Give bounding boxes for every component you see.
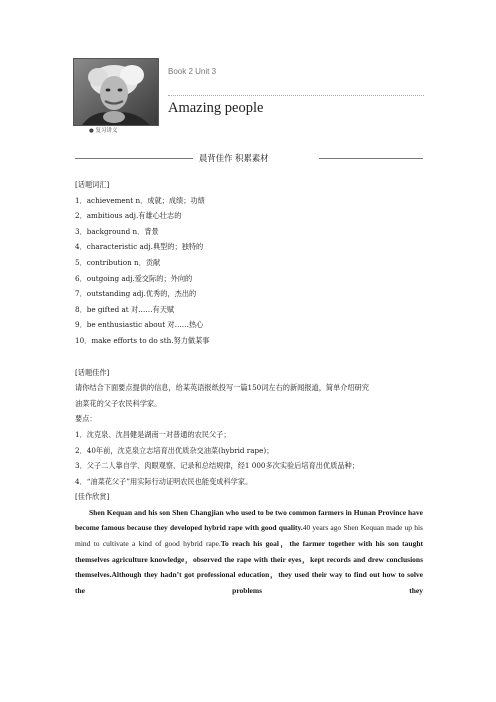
vocab-item: 2．ambitious adj.有雄心壮志的 [75, 211, 182, 221]
writing-point: 4．“油菜花父子”用实际行动证明农民也能变成科学家。 [75, 476, 253, 486]
vocab-item: 4．characteristic adj.典型的；独特的 [75, 242, 204, 252]
writing-point: 2．40年前，沈克泉立志培育出优质杂交油菜(hybrid rape)； [75, 445, 274, 455]
writing-prompt-line: 请你结合下面要点提供的信息，给某英语报纸投写一篇150词左右的新闻报道，简单介绍研究 [75, 383, 370, 393]
writing-point: 3．父子二人靠自学、肉眼观察、记录和总结规律，经1 000多次实验后培育出优质品种； [75, 461, 359, 471]
page-title: Amazing people [168, 100, 264, 116]
essay-sentence: Shen Kequan and his son Shen Changjian who used to be two common farmers in Hunan Province have become famous because they developed hybrid rape with good quality. [75, 507, 423, 533]
vocab-item: 1．achievement n．成就；成绩；功绩 [75, 195, 205, 205]
vocab-item: 7．outstanding adj.优秀的，杰出的 [75, 289, 197, 299]
lesson-header [73, 58, 424, 134]
main-content [75, 177, 423, 598]
portrait-photo [73, 58, 159, 126]
vocab-item: 9．be enthusiastic about 对……热心 [75, 320, 204, 330]
banner-rule-right [319, 158, 423, 159]
points-heading: 要点： [75, 414, 97, 424]
vocab-item: 5．contribution n．贡献 [75, 257, 161, 267]
model-essay [75, 505, 423, 599]
appreciation-heading: [佳作欣赏] [75, 492, 110, 502]
vocab-item: 10．make efforts to do sth.努力做某事 [75, 335, 210, 345]
essay-sentence: To reach his goal，the farmer together with his son taught themselves agriculture knowledge，observed the rape with their eyes，kept records and drew conclusions themselves. [75, 539, 423, 580]
writing-point: 1．沈克泉、沈昌健是湖南一对普通的农民父子； [75, 429, 231, 439]
writing-heading: [话题佳作] [75, 367, 110, 377]
portrait-image [74, 59, 158, 125]
writing-prompt-line: 油菜花的父子农民科学家。 [75, 398, 162, 408]
banner-rule-left [75, 158, 193, 159]
section-caption: ● 复习讲义 [89, 128, 118, 134]
unit-label: Book 2 Unit 3 [168, 67, 217, 76]
essay-sentence: 40 years ago Shen Kequan made up his mind to cultivate a kind of good hybrid rape. [75, 523, 423, 549]
banner-text: 晨背佳作 积累素材 [199, 153, 269, 163]
section-banner [75, 152, 423, 166]
essay-sentence: Although they hadn’t got professional education，they used their way to find out how to solve the problems they [75, 570, 423, 595]
vocab-heading: [话题词汇] [75, 180, 110, 189]
vocab-item: 8．be gifted at 对……有天赋 [75, 304, 175, 314]
vocab-item: 6．outgoing adj.爱交际的；外向的 [75, 273, 193, 283]
header-divider [168, 95, 424, 96]
vocab-item: 3．background n．背景 [75, 226, 159, 236]
